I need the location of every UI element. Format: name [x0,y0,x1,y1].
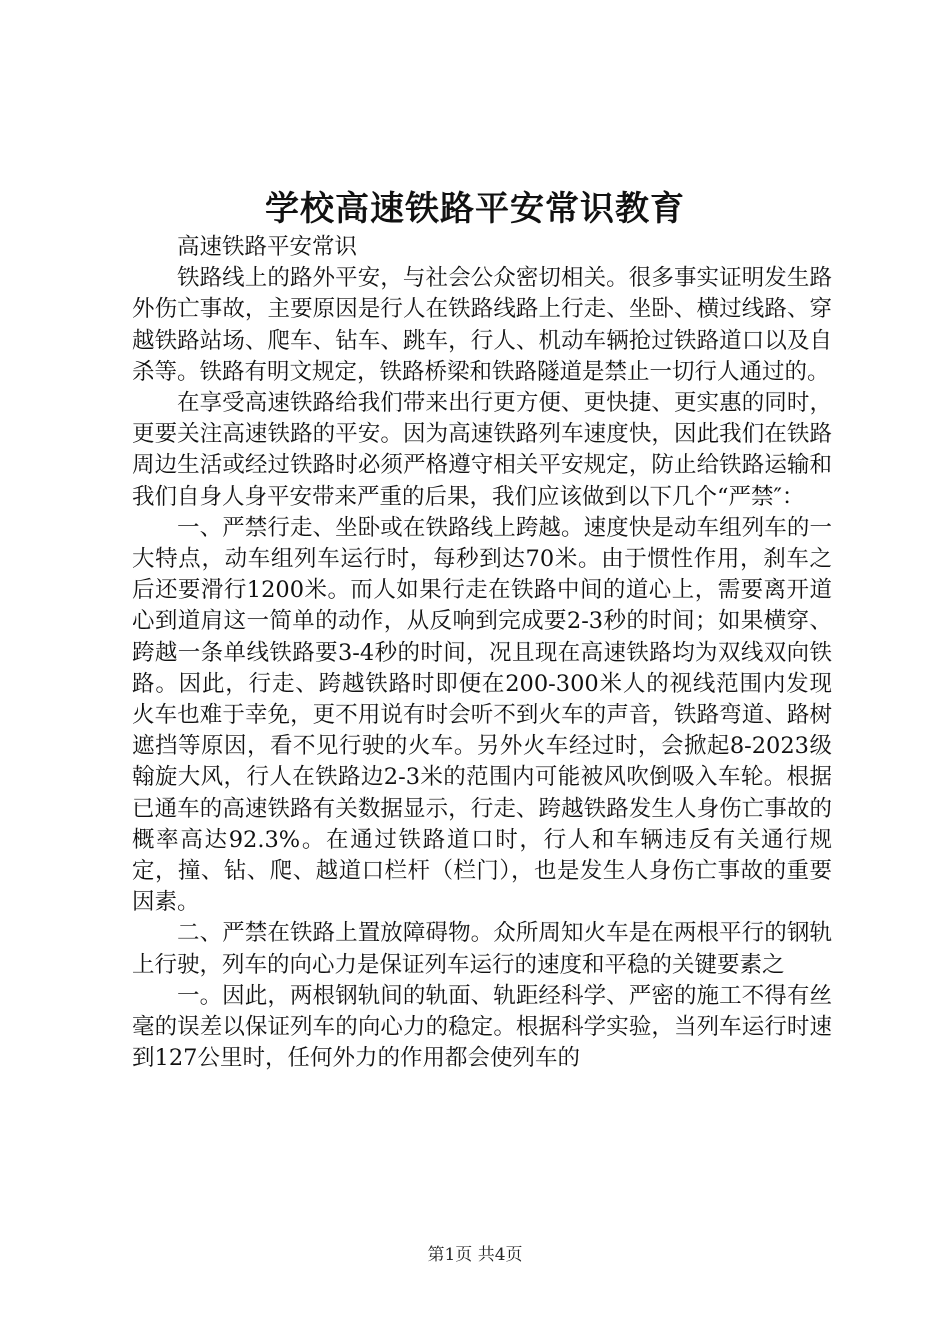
section-heading: 高速铁路平安常识 [177,234,358,260]
page-footer: 第1页 共4页 [427,1245,523,1265]
document-title: 学校高速铁路平安常识教育 [265,189,685,229]
paragraph-rule-one: 一、严禁行走、坐卧或在铁路线上跨越。速度快是动车组列车的一大特点，动车组列车运行时，每秒到达70米。由于惯性作用，刹车之后还要滑行1200米。而人如果行走在铁路中间的道心上，需要离开道心到道肩这一简单的动作，从反响到完成要2-3秒的时间；如果横穿、跨越一条单线铁路要3-4秒的时间，况且现在高速铁路均为双线双向铁路。因此，行走、跨越铁路时即便在200-300米人的视线范围内发现火车也难于幸免，更不用说有时会听不到火车的声音，铁路弯道、路树遮挡等原因，看不见行驶的火车。另外火车经过时，会掀起8-2023级翰旋大风，行人在铁路边2-3米的范围内可能被风吹倒吸入车轮。根据已通车的高速铁路有关数据显示，行走、跨越铁路发生人身伤亡事故的概率高达92.3%。在通过铁路道口时，行人和车辆违反有关通行规定，撞、钻、爬、越道口栏杆（栏门），也是发生人身伤亡事故的重要因素。 [132,514,832,916]
paragraph-intro: 铁路线上的路外平安，与社会公众密切相关。很多事实证明发生路外伤亡事故，主要原因是行人在铁路线路上行走、坐卧、横过线路、穿越铁路站场、爬车、钻车、跳车，行人、机动车辆抢过铁路道口以及自杀等。铁路有明文规定，铁路桥梁和铁路隧道是禁止一切行人通过的。 [132,265,832,385]
paragraph-rule-two: 二、严禁在铁路上置放障碍物。众所周知火车是在两根平行的钢轨上行驶，列车的向心力是保证列车运行的速度和平稳的关键要素之 [132,920,832,978]
paragraph-prohibitions: 在享受高速铁路给我们带来出行更方便、更快捷、更实惠的同时，更要关注高速铁路的平安。因为高速铁路列车速度快，因此我们在铁路周边生活或经过铁路时必须严格遵守相关平安规定，防止给铁路运输和我们自身人身平安带来严重的后果，我们应该做到以下几个“严禁″： [132,390,832,510]
document-body [132,232,832,1074]
paragraph-continuation: 一。因此，两根钢轨间的轨面、轨距经科学、严密的施工不得有丝毫的误差以保证列车的向心力的稳定。根据科学实验，当列车运行时速到127公里时，任何外力的作用都会使列车的 [132,982,832,1072]
